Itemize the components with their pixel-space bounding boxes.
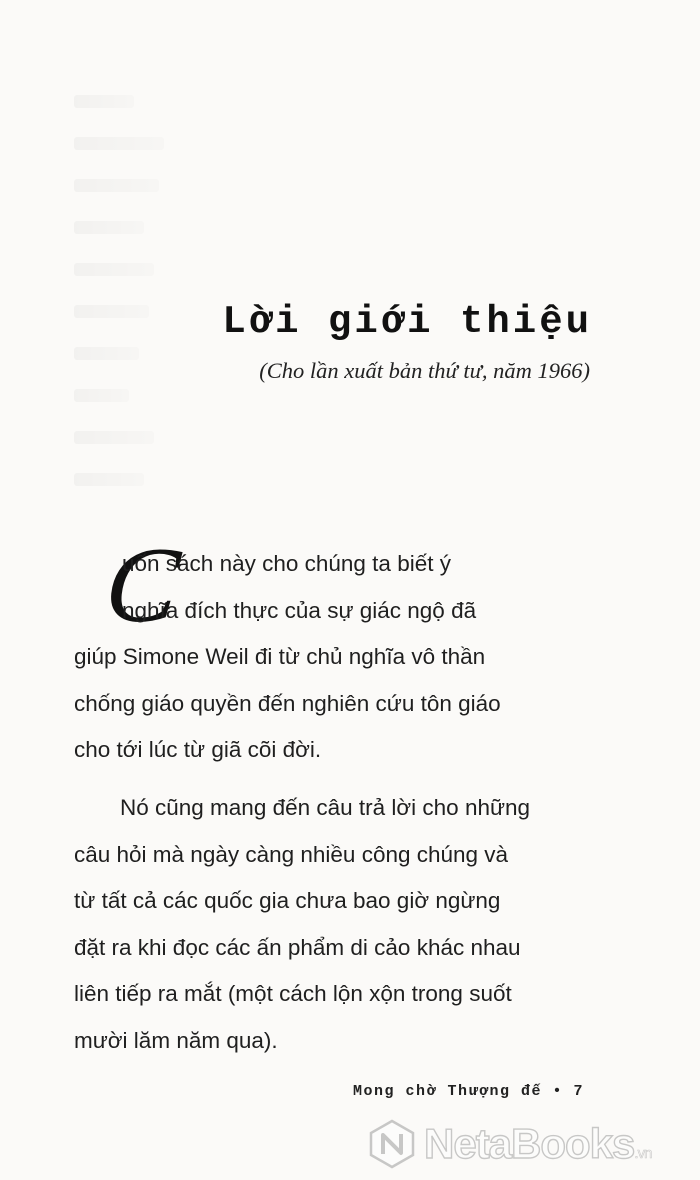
watermark-text: NetaBooks.vn <box>424 1120 652 1167</box>
paragraph-line: chống giáo quyền đến nghiên cứu tôn giáo <box>74 690 501 716</box>
chapter-subtitle: (Cho lần xuất bản thứ tư, năm 1966) <box>259 358 590 383</box>
paragraph-1 <box>74 541 594 774</box>
paragraph-line: cho tới lúc từ giã cõi đời. <box>74 737 322 762</box>
netabooks-logo-icon <box>366 1118 418 1170</box>
paragraph-line: giúp Simone Weil đi từ chủ nghĩa vô thần <box>74 644 486 669</box>
chapter-title: Lời giới thiệu <box>222 300 592 344</box>
watermark-suffix: .vn <box>634 1145 652 1162</box>
drop-cap: C <box>99 526 185 645</box>
paragraph-line: câu hỏi mà ngày càng nhiều công chúng và <box>74 841 509 867</box>
paragraph-line: từ tất cả các quốc gia chưa bao giờ ngừng <box>74 888 501 913</box>
paragraph-line: Nó cũng mang đến câu trả lời cho những <box>120 795 531 820</box>
paragraph-line: uốn sách này cho chúng ta biết ý <box>122 551 451 576</box>
paragraph-line: liên tiếp ra mắt (một cách lộn xộn trong suốt <box>74 981 512 1006</box>
page-show-through <box>74 95 194 515</box>
page-footer: Mong chờ Thượng đế • 7 <box>352 1083 584 1100</box>
paragraph-2 <box>74 785 594 1064</box>
paragraph-line: mười lăm năm qua). <box>74 1027 278 1053</box>
paragraph-line: đặt ra khi đọc các ấn phẩm di cảo khác nhau <box>74 934 521 960</box>
paragraph-line: nghĩa đích thực của sự giác ngộ đã <box>122 597 477 623</box>
netabooks-watermark <box>366 1118 651 1170</box>
